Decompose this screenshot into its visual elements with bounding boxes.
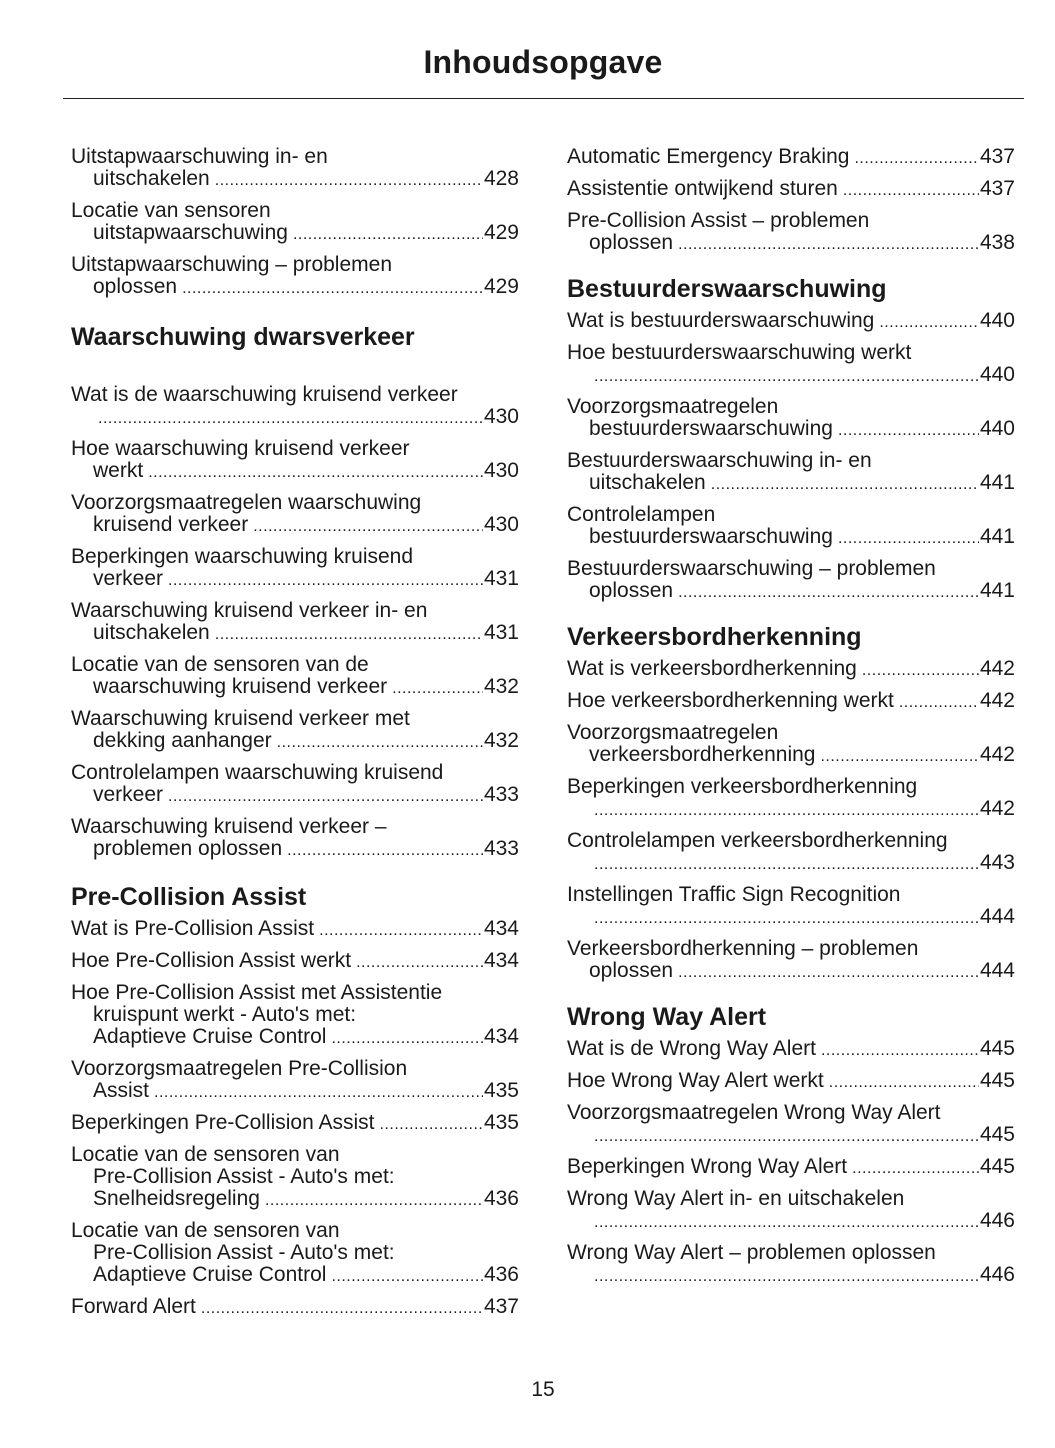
toc-page-number: 442 (979, 797, 1015, 820)
toc-entry[interactable] (567, 178, 1015, 202)
dot-leader (594, 908, 979, 930)
dot-leader (293, 224, 483, 246)
toc-entry[interactable] (567, 1188, 1015, 1234)
dot-leader (215, 170, 483, 192)
dot-leader (253, 516, 483, 538)
toc-entry[interactable] (567, 658, 1015, 682)
toc-page-number: 436 (483, 1187, 519, 1210)
toc-page-number: 440 (979, 417, 1015, 440)
toc-entry-text: Controlelampen verkeersbordherkenning (567, 829, 948, 852)
toc-entry[interactable] (71, 492, 519, 538)
toc-entry-text: Pre-Collision Assist - Auto's met: (93, 1241, 395, 1264)
toc-entry-text: Hoe waarschuwing kruisend verkeer (71, 437, 410, 460)
toc-entry-text: Controlelampen (567, 503, 716, 526)
toc-entry-text: Beperkingen verkeersbordherkenning (567, 775, 918, 798)
toc-entry[interactable] (71, 918, 519, 942)
toc-entry-text: werkt (93, 459, 144, 482)
toc-entry-text: Hoe Pre-Collision Assist met Assistentie (71, 981, 443, 1004)
toc-entry-text: uitstapwaarschuwing (93, 221, 288, 244)
toc-entry-text: kruispunt werkt - Auto's met: (93, 1003, 357, 1026)
toc-entry[interactable] (567, 938, 1015, 984)
toc-entry-text: dekking aanhanger (93, 729, 272, 752)
section-heading: Wrong Way Alert (567, 1003, 767, 1031)
toc-page-number: 443 (979, 851, 1015, 874)
toc-entry[interactable] (71, 384, 519, 430)
toc-entry[interactable] (567, 1102, 1015, 1148)
toc-entry-text: Beperkingen Wrong Way Alert (567, 1155, 848, 1178)
toc-entry-text: Hoe Wrong Way Alert werkt (567, 1069, 824, 1092)
toc-page-number: 435 (483, 1079, 519, 1102)
toc-entry-text: Wat is de waarschuwing kruisend verkeer (71, 383, 458, 406)
toc-entry-text: Hoe bestuurderswaarschuwing werkt (567, 341, 912, 364)
toc-entry-text: Assistentie ontwijkend sturen (567, 177, 838, 200)
toc-page-number: 430 (483, 513, 519, 536)
toc-page-number: 445 (979, 1037, 1015, 1060)
toc-page-number: 430 (483, 459, 519, 482)
toc-entry-text: Waarschuwing kruisend verkeer met (71, 707, 410, 730)
dot-leader (852, 1158, 979, 1180)
toc-entry[interactable] (567, 504, 1015, 550)
toc-entry[interactable] (71, 762, 519, 808)
toc-page-number: 436 (483, 1263, 519, 1286)
dot-leader (148, 462, 483, 484)
toc-entry[interactable] (71, 600, 519, 646)
toc-entry-text: kruisend verkeer (93, 513, 249, 536)
toc-page-number: 431 (483, 567, 519, 590)
toc-entry-text: Voorzorgsmaatregelen (567, 395, 779, 418)
dot-leader (862, 660, 979, 682)
dot-leader (594, 854, 979, 876)
toc-entry-text: Voorzorgsmaatregelen (567, 721, 779, 744)
dot-leader (821, 1040, 979, 1062)
toc-entry[interactable] (71, 546, 519, 592)
toc-entry[interactable] (71, 1058, 519, 1104)
toc-entry[interactable] (71, 254, 519, 300)
toc-page-number: 434 (483, 917, 519, 940)
toc-entry-text: bestuurderswaarschuwing (589, 525, 833, 548)
toc-right-column (567, 146, 1015, 1296)
toc-entry-text: bestuurderswaarschuwing (589, 417, 833, 440)
toc-entry[interactable] (567, 1038, 1015, 1062)
toc-page-number: 431 (483, 621, 519, 644)
dot-leader (379, 1114, 482, 1136)
toc-entry-text: Voorzorgsmaatregelen Pre-Collision (71, 1057, 408, 1080)
toc-entry[interactable] (567, 210, 1015, 256)
toc-entry-text: uitschakelen (93, 621, 210, 644)
toc-page-number: 437 (979, 177, 1015, 200)
toc-entry[interactable] (71, 950, 519, 974)
toc-entry[interactable] (71, 146, 519, 192)
dot-leader (594, 800, 979, 822)
toc-page-number: 429 (483, 221, 519, 244)
dot-leader (154, 1082, 483, 1104)
toc-entry-text: Wrong Way Alert in- en uitschakelen (567, 1187, 905, 1210)
dot-leader (594, 366, 979, 388)
dot-leader (829, 1072, 979, 1094)
dot-leader (182, 278, 483, 300)
toc-entry-text: Bestuurderswaarschuwing – problemen (567, 557, 936, 580)
toc-page-number: 429 (483, 275, 519, 298)
section-heading: Verkeersbordherkenning (567, 623, 862, 651)
toc-entry-text: problemen oplossen (93, 837, 283, 860)
toc-entry-text: Uitstapwaarschuwing in- en (71, 145, 328, 168)
toc-entry-text: Wat is Pre-Collision Assist (71, 917, 315, 940)
toc-entry-text: Uitstapwaarschuwing – problemen (71, 253, 392, 276)
toc-entry-text: oplossen (93, 275, 178, 298)
toc-entry-text: Hoe Pre-Collision Assist werkt (71, 949, 352, 972)
toc-page-number: 440 (979, 363, 1015, 386)
dot-leader (838, 528, 979, 550)
dot-leader (277, 732, 483, 754)
toc-entry-text: Locatie van sensoren (71, 199, 271, 222)
toc-entry[interactable] (567, 1156, 1015, 1180)
dot-leader (854, 148, 978, 170)
toc-page-number: 432 (483, 675, 519, 698)
toc-entry-text: Forward Alert (71, 1295, 196, 1318)
toc-entry-text: Instellingen Traffic Sign Recognition (567, 883, 901, 906)
dot-leader (319, 920, 483, 942)
toc-page-number: 437 (979, 145, 1015, 168)
dot-leader (594, 1266, 979, 1288)
toc-page-number: 444 (979, 959, 1015, 982)
toc-entry-text: Voorzorgsmaatregelen Wrong Way Alert (567, 1101, 941, 1124)
toc-page-number: 446 (979, 1209, 1015, 1232)
toc-entry[interactable] (71, 1112, 519, 1136)
toc-entry[interactable] (567, 830, 1015, 876)
toc-entry-text: oplossen (589, 231, 674, 254)
toc-entry-text: Locatie van de sensoren van de (71, 653, 369, 676)
dot-leader (331, 1266, 483, 1288)
toc-page-number: 442 (979, 689, 1015, 712)
toc-entry-text: Adaptieve Cruise Control (93, 1263, 327, 1286)
toc-entry[interactable] (71, 1296, 519, 1320)
toc-entry-text: uitschakelen (93, 167, 210, 190)
dot-leader (201, 1298, 483, 1320)
toc-entry-text: Assist (93, 1079, 150, 1102)
toc-entry[interactable] (567, 450, 1015, 496)
toc-page-number: 434 (483, 1025, 519, 1048)
dot-leader (168, 570, 483, 592)
dot-leader (678, 234, 979, 256)
toc-entry[interactable] (567, 310, 1015, 334)
toc-page-number: 428 (483, 167, 519, 190)
toc-page-number: 441 (979, 579, 1015, 602)
toc-entry-text: Adaptieve Cruise Control (93, 1025, 327, 1048)
toc-entry[interactable] (71, 1144, 519, 1212)
toc-entry[interactable] (567, 1070, 1015, 1094)
section-heading: Pre-Collision Assist (71, 883, 307, 911)
dot-leader (843, 180, 979, 202)
toc-page-number: 433 (483, 837, 519, 860)
toc-page-number: 445 (979, 1069, 1015, 1092)
toc-entry[interactable] (567, 558, 1015, 604)
dot-leader (331, 1028, 483, 1050)
toc-entry-text: Wrong Way Alert – problemen oplossen (567, 1241, 936, 1264)
dot-leader (215, 624, 483, 646)
dot-leader (594, 1212, 979, 1234)
dot-leader (265, 1190, 483, 1212)
title-divider (63, 98, 1024, 99)
toc-entry[interactable] (567, 776, 1015, 822)
toc-page-number: 433 (483, 783, 519, 806)
toc-entry[interactable] (71, 982, 519, 1050)
dot-leader (678, 962, 979, 984)
dot-leader (98, 408, 483, 430)
toc-entry-text: Wat is bestuurderswaarschuwing (567, 309, 875, 332)
toc-page-number: 437 (483, 1295, 519, 1318)
toc-entry[interactable] (71, 438, 519, 484)
toc-entry-text: verkeersbordherkenning (589, 743, 816, 766)
toc-entry-text: Voorzorgsmaatregelen waarschuwing (71, 491, 422, 514)
toc-entry[interactable] (567, 690, 1015, 714)
page-number: 15 (531, 1378, 555, 1401)
toc-entry-text: Snelheidsregeling (93, 1187, 260, 1210)
toc-entry-text: Bestuurderswaarschuwing in- en (567, 449, 872, 472)
dot-leader (594, 1126, 979, 1148)
toc-entry-text: oplossen (589, 959, 674, 982)
toc-page-number: 445 (979, 1123, 1015, 1146)
toc-entry-text: Pre-Collision Assist - Auto's met: (93, 1165, 395, 1188)
dot-leader (879, 312, 979, 334)
toc-page-number: 445 (979, 1155, 1015, 1178)
toc-page-number: 430 (483, 405, 519, 428)
toc-entry-text: Beperkingen Pre-Collision Assist (71, 1111, 375, 1134)
toc-entry[interactable] (567, 396, 1015, 442)
toc-entry-text: oplossen (589, 579, 674, 602)
toc-entry-text: Hoe verkeersbordherkenning werkt (567, 689, 894, 712)
toc-entry[interactable] (567, 884, 1015, 930)
toc-entry-text: Beperkingen waarschuwing kruisend (71, 545, 414, 568)
section-heading: Waarschuwing dwarsverkeer (71, 323, 415, 351)
toc-entry[interactable] (567, 722, 1015, 768)
toc-page-number: 438 (979, 231, 1015, 254)
toc-entry[interactable] (567, 146, 1015, 170)
dot-leader (838, 420, 979, 442)
toc-entry[interactable] (71, 1220, 519, 1288)
toc-entry[interactable] (71, 200, 519, 246)
toc-entry-text: waarschuwing kruisend verkeer (93, 675, 388, 698)
dot-leader (711, 474, 979, 496)
toc-entry-text: uitschakelen (589, 471, 706, 494)
page-title: Inhoudsopgave (423, 44, 663, 80)
toc-entry[interactable] (71, 816, 519, 862)
toc-entry[interactable] (71, 708, 519, 754)
toc-entry-text: verkeer (93, 783, 164, 806)
toc-entry[interactable] (567, 342, 1015, 388)
toc-page-number: 444 (979, 905, 1015, 928)
toc-page-number: 446 (979, 1263, 1015, 1286)
toc-page-number: 432 (483, 729, 519, 752)
dot-leader (287, 840, 483, 862)
toc-entry-text: verkeer (93, 567, 164, 590)
section-heading: Bestuurderswaarschuwing (567, 275, 887, 303)
toc-entry-text: Waarschuwing kruisend verkeer in- en (71, 599, 428, 622)
toc-page-number: 441 (979, 471, 1015, 494)
toc-page-number: 442 (979, 743, 1015, 766)
toc-page-number: 441 (979, 525, 1015, 548)
toc-entry[interactable] (567, 1242, 1015, 1288)
toc-entry-text: Locatie van de sensoren van (71, 1143, 340, 1166)
dot-leader (678, 582, 979, 604)
toc-entry-text: Wat is de Wrong Way Alert (567, 1037, 816, 1060)
dot-leader (899, 692, 979, 714)
toc-entry-text: Locatie van de sensoren van (71, 1219, 340, 1242)
toc-page-number: 435 (483, 1111, 519, 1134)
toc-entry-text: Automatic Emergency Braking (567, 145, 850, 168)
toc-entry[interactable] (71, 654, 519, 700)
toc-page-number: 440 (979, 309, 1015, 332)
toc-entry-text: Wat is verkeersbordherkenning (567, 657, 857, 680)
dot-leader (820, 746, 978, 768)
toc-entry-text: Waarschuwing kruisend verkeer – (71, 815, 387, 838)
toc-left-column (71, 146, 519, 1328)
toc-entry-text: Controlelampen waarschuwing kruisend (71, 761, 444, 784)
toc-page-number: 434 (483, 949, 519, 972)
toc-page-number: 442 (979, 657, 1015, 680)
dot-leader (392, 678, 483, 700)
dot-leader (356, 952, 483, 974)
toc-entry-text: Verkeersbordherkenning – problemen (567, 937, 919, 960)
dot-leader (168, 786, 483, 808)
toc-entry-text: Pre-Collision Assist – problemen (567, 209, 870, 232)
